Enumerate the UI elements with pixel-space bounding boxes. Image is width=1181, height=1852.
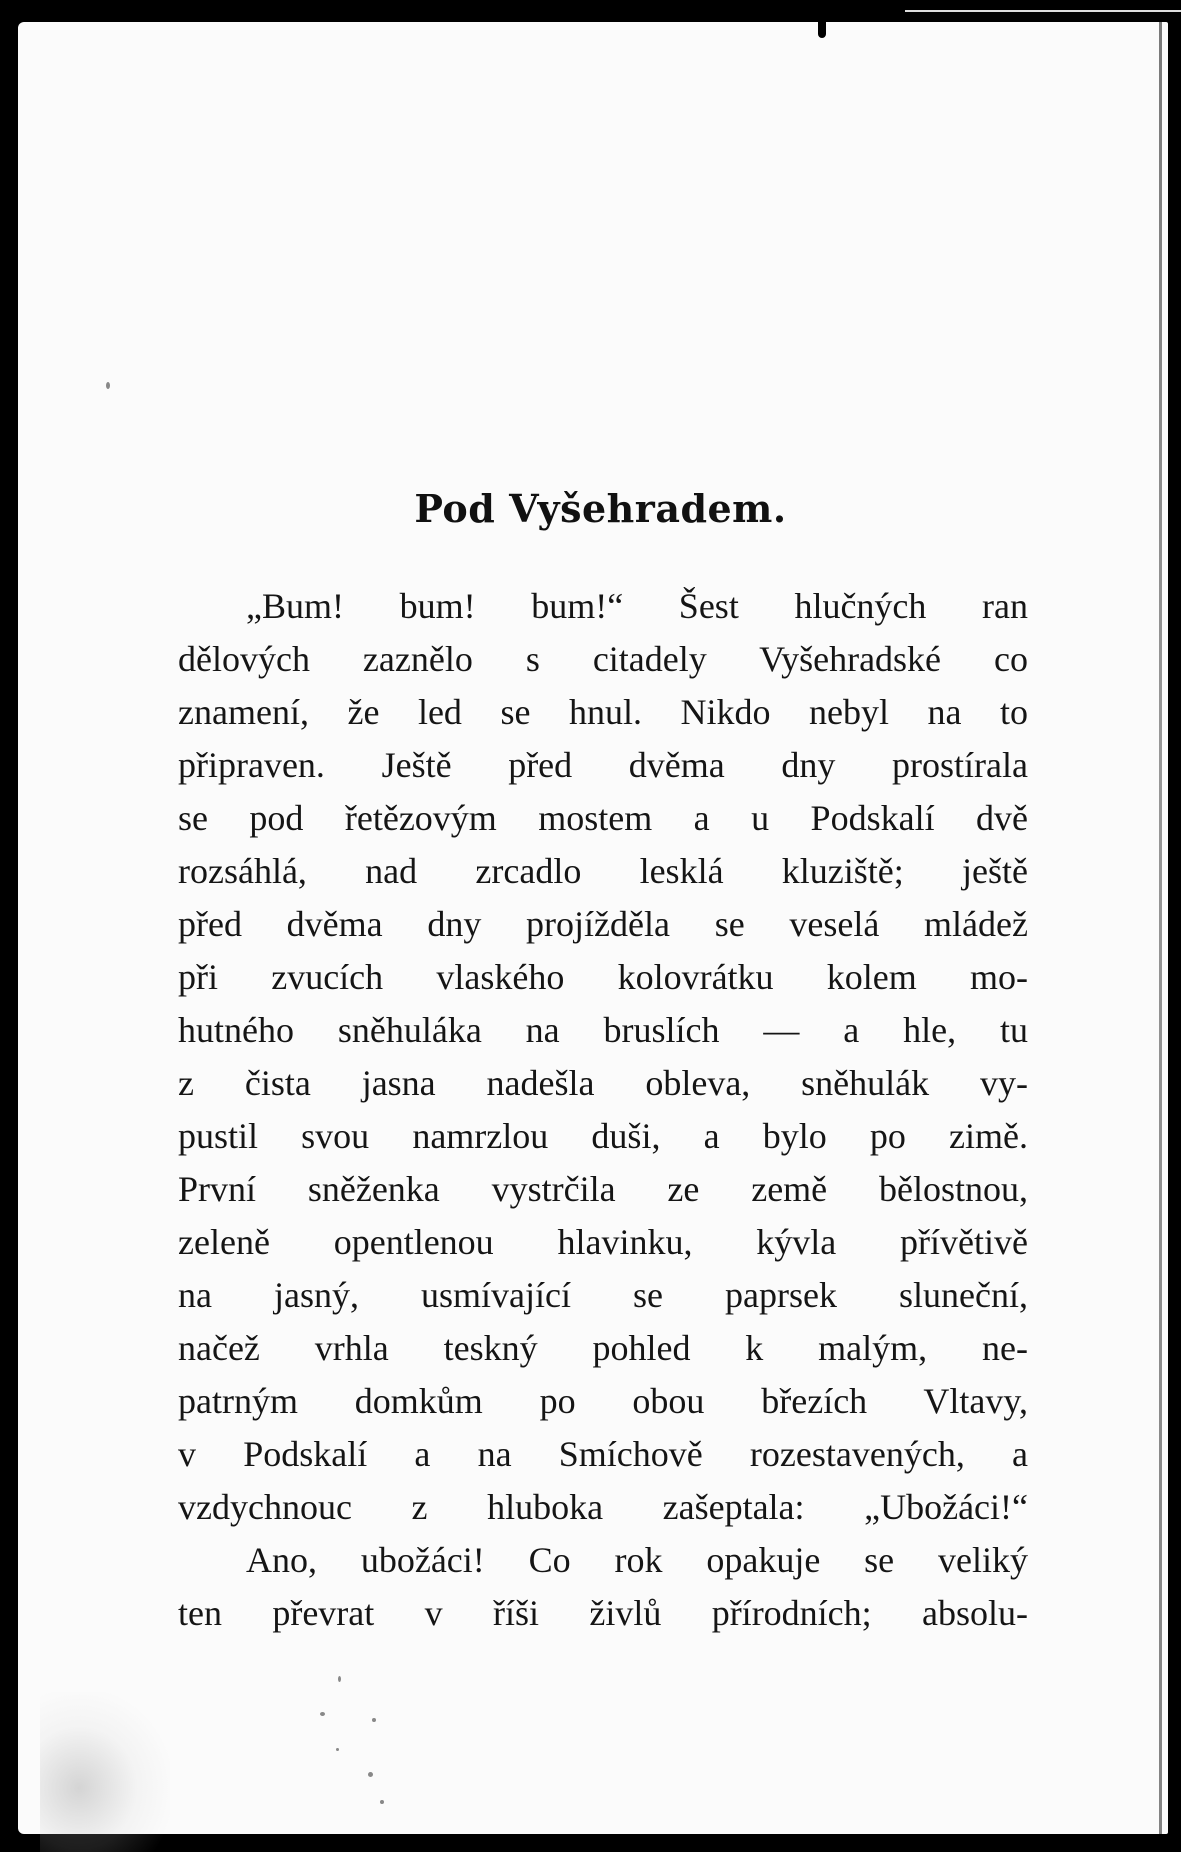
- text-line: rozsáhlá, nad zrcadlo lesklá kluziště; ještě: [178, 851, 1028, 891]
- text-line: pustil svou namrzlou duši, a bylo po zimě.: [178, 1116, 1028, 1156]
- text-line: se pod řetězovým mostem a u Podskalí dvě: [178, 798, 1028, 838]
- text-line: znamení, že led se hnul. Nikdo nebyl na to: [178, 692, 1028, 732]
- text-line: vzdychnouc z hluboka zašeptala: „Ubožáci!“: [178, 1487, 1028, 1527]
- text-line: patrným domkům po obou březích Vltavy,: [178, 1381, 1028, 1421]
- ink-speck: [380, 1800, 384, 1804]
- ink-speck: [336, 1748, 339, 1751]
- page-smudge: [40, 1692, 170, 1852]
- text-line: zeleně opentlenou hlavinku, kývla přívětivě: [178, 1222, 1028, 1262]
- text-line: připraven. Ještě před dvěma dny prostírala: [178, 745, 1028, 785]
- text-line: „Bum! bum! bum!“ Šest hlučných ran: [246, 586, 1028, 626]
- ink-speck: [320, 1712, 325, 1716]
- text-line: hutného sněhuláka na bruslích — a hle, tu: [178, 1010, 1028, 1050]
- scan-notch: [818, 22, 826, 38]
- text-line: při zvucích vlaského kolovrátku kolem mo-: [178, 957, 1028, 997]
- text-line: Ano, ubožáci! Co rok opakuje se veliký: [246, 1540, 1028, 1580]
- ink-speck: [106, 382, 110, 389]
- ink-speck: [372, 1718, 376, 1722]
- text-line: ten převrat v říši živlů přírodních; absolu-: [178, 1593, 1028, 1633]
- text-line: před dvěma dny projížděla se veselá mládež: [178, 904, 1028, 944]
- text-line: z čista jasna nadešla obleva, sněhulák vy-: [178, 1063, 1028, 1103]
- chapter-title: Pod Vyšehradem.: [414, 486, 787, 531]
- scan-border: [905, 10, 1181, 12]
- text-line: dělových zaznělo s citadely Vyšehradské co: [178, 639, 1028, 679]
- text-line: v Podskalí a na Smíchově rozestavených, a: [178, 1434, 1028, 1474]
- text-line: První sněženka vystrčila ze země bělostnou,: [178, 1169, 1028, 1209]
- ink-speck: [338, 1676, 341, 1682]
- text-line: načež vrhla teskný pohled k malým, ne-: [178, 1328, 1028, 1368]
- body-text: [178, 580, 1028, 1640]
- page-edge: [1159, 22, 1162, 1834]
- text-line: na jasný, usmívající se paprsek sluneční,: [178, 1275, 1028, 1315]
- ink-speck: [368, 1772, 373, 1777]
